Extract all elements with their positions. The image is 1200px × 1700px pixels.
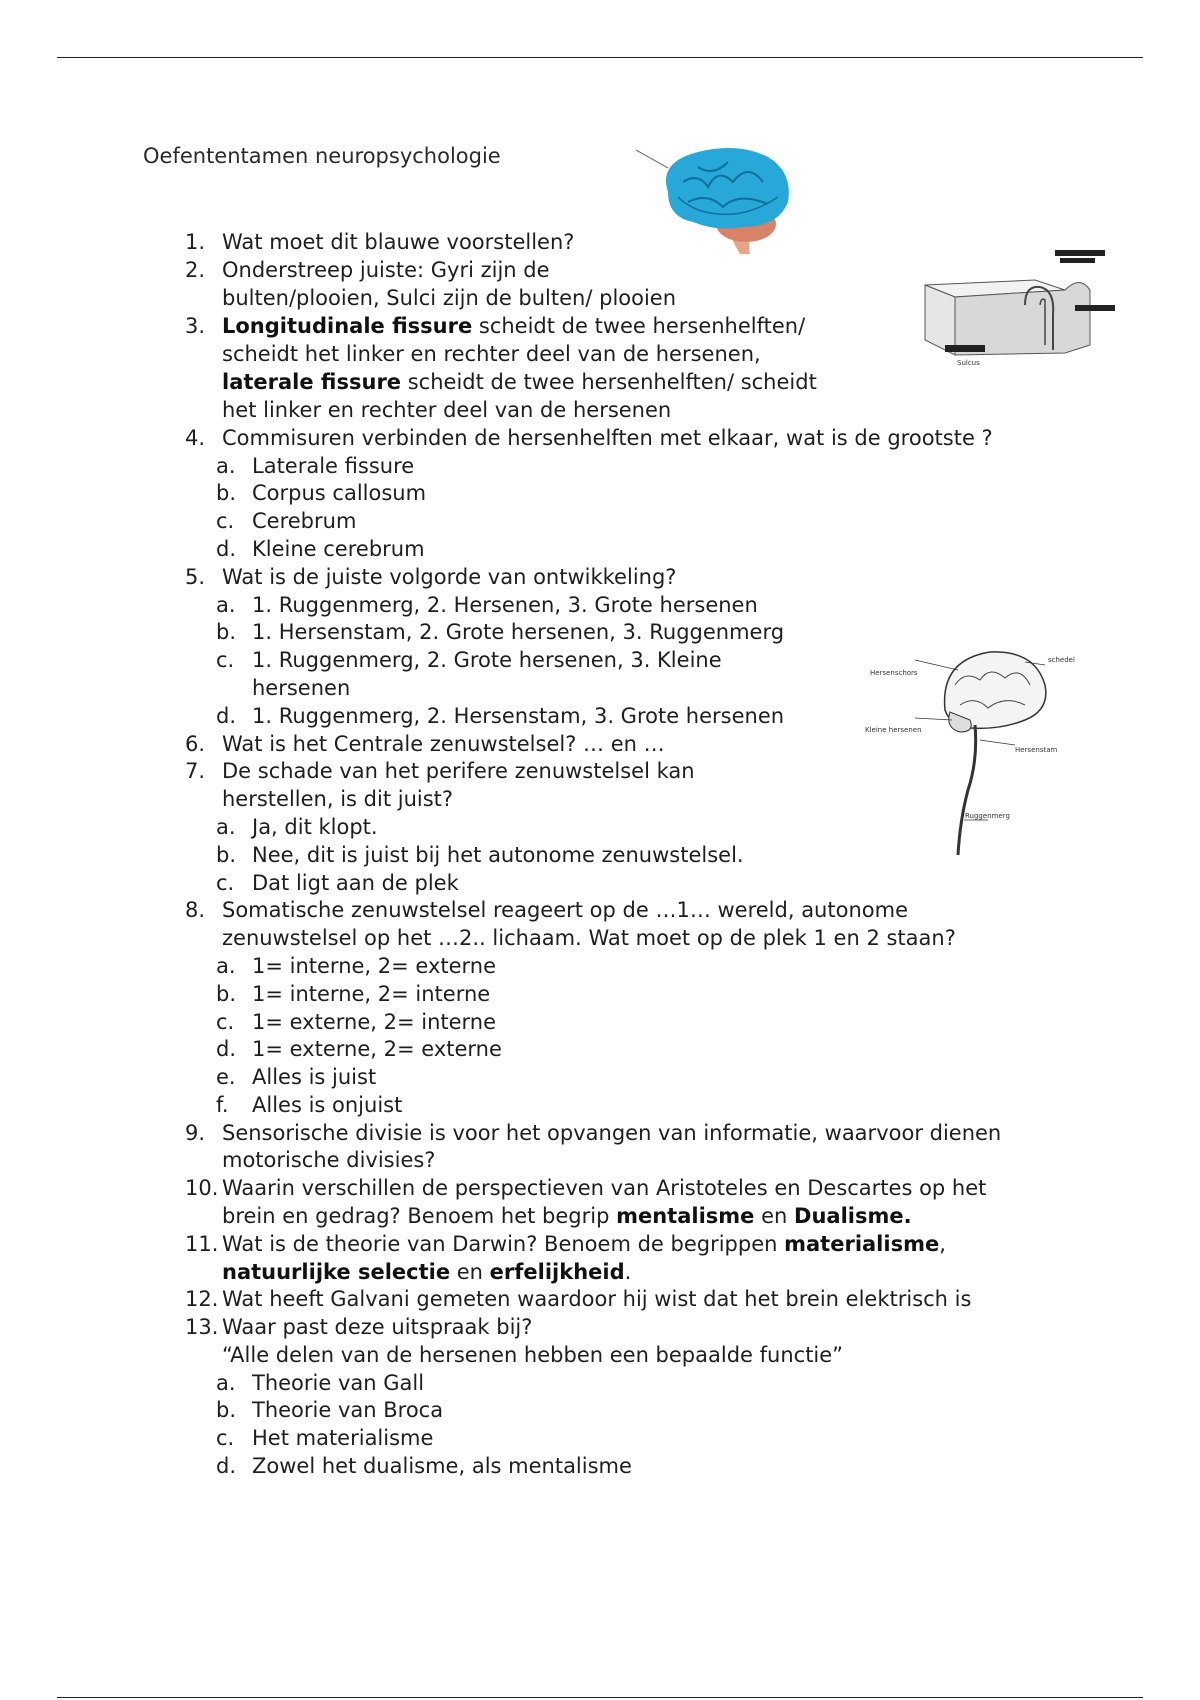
- label-ruggenmerg: Ruggenmerg: [965, 812, 1010, 820]
- option-text: 1= interne, 2= interne: [252, 982, 491, 1006]
- option-text: 1. Ruggenmerg, 2. Hersenstam, 3. Grote hersenen: [252, 704, 785, 728]
- option-text: Cerebrum: [252, 509, 357, 533]
- option-text: 1= externe, 2= interne: [252, 1010, 497, 1034]
- brain-icon: [628, 142, 828, 262]
- option-text: Zowel het dualisme, als mentalisme: [252, 1454, 632, 1478]
- nervous-system-diagram: [860, 640, 1085, 860]
- gyri-label: Sulcus: [957, 359, 980, 367]
- option-text: Theorie van Gall: [252, 1371, 425, 1395]
- option-text: Ja, dit klopt.: [252, 815, 378, 839]
- blue-brain-image: [628, 142, 828, 262]
- option-text: Theorie van Broca: [252, 1398, 444, 1422]
- option-text: hersenen: [252, 676, 351, 700]
- option-text: Nee, dit is juist bij het autonome zenuwstelsel.: [252, 843, 744, 867]
- option-text: 1. Hersenstam, 2. Grote hersenen, 3. Ruggenmerg: [252, 620, 785, 644]
- option-text: Alles is juist: [252, 1065, 377, 1089]
- option-text: 1= interne, 2= externe: [252, 954, 497, 978]
- label-hersenstam: Hersenstam: [1015, 746, 1058, 754]
- question-text: Wat moet dit blauwe voorstellen?: [222, 230, 575, 254]
- option-text: 1. Ruggenmerg, 2. Hersenen, 3. Grote hersenen: [252, 593, 758, 617]
- option-text: 1= externe, 2= externe: [252, 1037, 502, 1061]
- option-text: Corpus callosum: [252, 481, 427, 505]
- option-text: Kleine cerebrum: [252, 537, 425, 561]
- top-rule: [57, 57, 1143, 58]
- page-title: Oefententamen neuropsychologie: [143, 144, 501, 168]
- option-text: Dat ligt aan de plek: [252, 871, 459, 895]
- option-text: Het materialisme: [252, 1426, 434, 1450]
- label-hersenschors: Hersenschors: [870, 669, 918, 677]
- option-text: Laterale fissure: [252, 454, 415, 478]
- gyri-sulci-diagram: [915, 245, 1120, 370]
- label-kleine-hersenen: Kleine hersenen: [865, 726, 922, 734]
- label-schedel: schedel: [1048, 656, 1075, 664]
- option-text: Alles is onjuist: [252, 1093, 403, 1117]
- bottom-rule: [57, 1697, 1143, 1698]
- option-text: 1. Ruggenmerg, 2. Grote hersenen, 3. Kleine: [252, 648, 722, 672]
